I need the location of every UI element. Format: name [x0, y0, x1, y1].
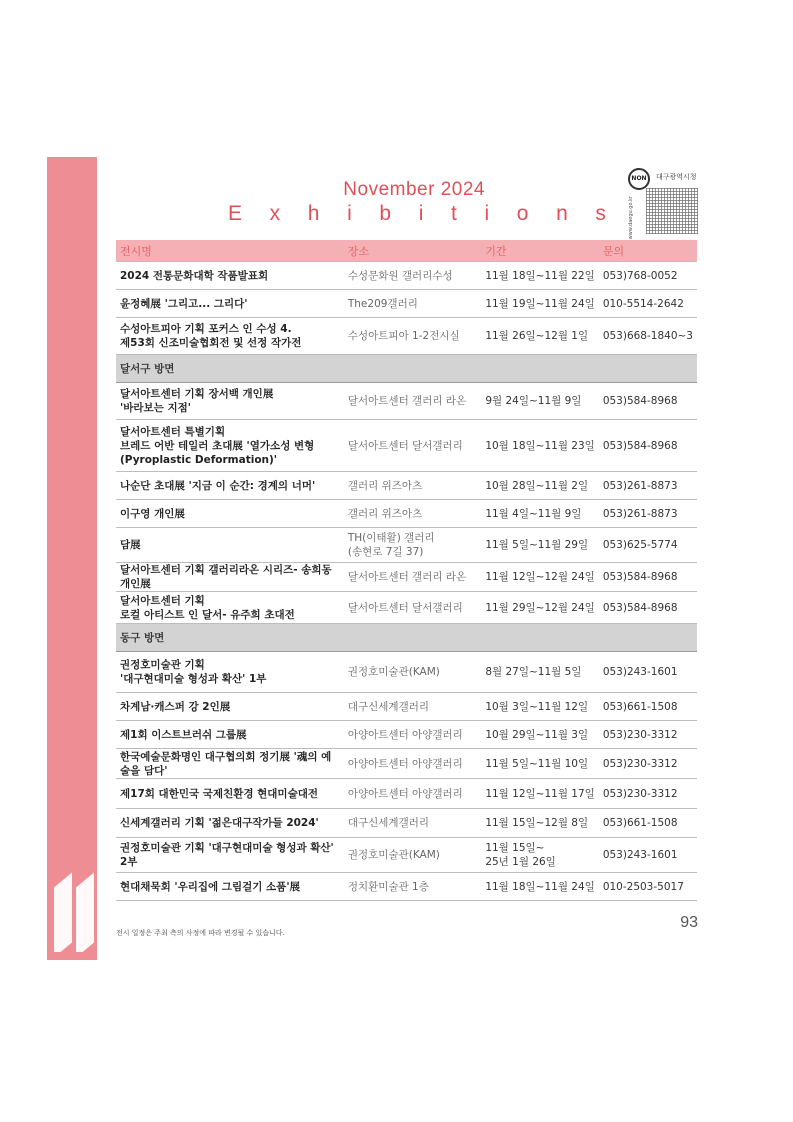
exhibition-contact[interactable]: 053)230-3312 — [599, 779, 697, 809]
exhibition-venue — [344, 749, 481, 779]
exhibition-venue-line: 대구신세계갤러리 — [347, 817, 430, 829]
section-label: 동구 방면 — [116, 624, 697, 652]
exhibition-venue — [344, 838, 481, 873]
exhibition-contact[interactable]: 053)625-5774 — [599, 528, 697, 563]
exhibition-name-line: 제53회 신조미술협회전 및 선정 작가전 — [120, 337, 302, 349]
exhibition-contact[interactable]: 010-2503-5017 — [599, 873, 697, 901]
exhibition-venue — [344, 779, 481, 809]
exhibition-venue — [344, 721, 481, 749]
exhibition-venue-line: 아양아트센터 아양갤러리 — [347, 787, 463, 800]
exhibition-venue-line: 달서아트센터 달서갤러리 — [347, 439, 463, 452]
title-letter: n — [556, 202, 568, 225]
exhibition-contact[interactable]: 053)584-8968 — [599, 563, 697, 592]
exhibition-period-line: 10월 28일~11월 2일 — [485, 479, 589, 492]
exhibition-name-line: 차계남·캐스퍼 강 2인展 — [120, 700, 231, 713]
exhibition-venue — [344, 693, 481, 721]
exhibition-period — [481, 838, 599, 873]
exhibition-period-line: 11월 29일~12월 24일 — [485, 601, 595, 614]
exhibition-name — [116, 873, 344, 901]
header-venue: 장소 — [344, 240, 481, 262]
exhibition-name — [116, 838, 344, 873]
exhibition-venue-line: (송현로 7길 37) — [347, 546, 424, 558]
exhibition-venue-line: 정치환미술관 1층 — [347, 880, 429, 893]
exhibition-period-line: 11월 26일~12월 1일 — [485, 330, 589, 342]
table-row — [116, 838, 697, 873]
exhibition-venue — [344, 652, 481, 693]
table-row — [116, 652, 697, 693]
exhibition-name — [116, 809, 344, 838]
table-row — [116, 809, 697, 838]
exhibition-name-line: 권정호미술관 기획 '대구현대미술 형성과 확산' 2부 — [120, 842, 334, 868]
exhibition-venue-line: 갤러리 위즈아츠 — [347, 479, 423, 492]
exhibition-period-line: 10월 29일~11월 3일 — [485, 728, 589, 741]
table-row — [116, 290, 697, 318]
table-row — [116, 721, 697, 749]
exhibition-period-line: 11월 4일~11월 9일 — [485, 507, 582, 520]
exhibition-name-line: 한국예술문화명인 대구협의회 정기展 '魂의 예술을 담다' — [120, 750, 332, 777]
exhibition-period — [481, 500, 599, 528]
exhibition-name — [116, 721, 344, 749]
exhibition-contact[interactable]: 053)243-1601 — [599, 838, 697, 873]
exhibition-period-line: 8월 27일~11월 5일 — [485, 666, 582, 678]
exhibition-period-line: 11월 5일~11월 10일 — [485, 757, 589, 770]
exhibition-period-line: 11월 12일~12월 24일 — [485, 571, 595, 583]
section-row — [116, 355, 697, 383]
exhibition-name-line: 담展 — [120, 539, 141, 551]
title-letter: t — [450, 202, 457, 225]
table-row — [116, 693, 697, 721]
exhibition-period — [481, 873, 599, 901]
exhibition-name — [116, 420, 344, 472]
exhibition-name — [116, 383, 344, 420]
exhibition-name-line: 달서아트센터 특별기획 — [120, 425, 226, 438]
exhibition-name-line: 나순단 초대展 '지금 이 순간: 경계의 너머' — [120, 479, 316, 492]
exhibition-venue — [344, 262, 481, 290]
exhibition-period — [481, 721, 599, 749]
exhibition-venue-line: 달서아트센터 갤러리 라온 — [347, 395, 467, 407]
exhibition-period — [481, 563, 599, 592]
exhibition-period — [481, 472, 599, 500]
exhibition-venue — [344, 472, 481, 500]
exhibition-name — [116, 592, 344, 624]
table-row — [116, 383, 697, 420]
exhibition-period-line: 11월 15일~ — [485, 842, 545, 854]
table-row — [116, 749, 697, 779]
exhibition-name-line: 로컬 아티스트 인 달서- 유주희 초대전 — [120, 608, 295, 621]
exhibition-venue-line: 수성문화원 갤러리수성 — [347, 269, 453, 282]
exhibition-contact[interactable]: 053)661-1508 — [599, 809, 697, 838]
exhibition-period — [481, 693, 599, 721]
exhibition-period — [481, 383, 599, 420]
exhibition-venue-line: 수성아트피아 1-2전시실 — [347, 330, 460, 342]
qr-code-icon[interactable] — [646, 188, 698, 234]
exhibition-name-line: 신세계갤러리 기획 '젊은대구작가들 2024' — [120, 817, 319, 829]
side-color-bar — [47, 157, 97, 960]
table-row — [116, 420, 697, 472]
exhibition-contact[interactable]: 053)584-8968 — [599, 592, 697, 624]
exhibition-name-line: '대구현대미술 형성과 확산' 1부 — [120, 673, 267, 685]
exhibition-venue — [344, 809, 481, 838]
table-row — [116, 262, 697, 290]
title-letter: i — [484, 202, 490, 225]
exhibition-name — [116, 318, 344, 355]
exhibition-venue-line: 달서아트센터 갤러리 라온 — [347, 571, 467, 583]
table-header-row — [116, 240, 697, 262]
title-letter: i — [418, 202, 424, 225]
exhibition-period-line: 10월 3일~11월 12일 — [485, 700, 589, 713]
exhibition-period — [481, 420, 599, 472]
exhibition-name — [116, 779, 344, 809]
exhibition-venue — [344, 563, 481, 592]
exhibition-period — [481, 262, 599, 290]
exhibition-contact[interactable]: 053)230-3312 — [599, 749, 697, 779]
header-period: 기간 — [481, 240, 599, 262]
title-letter: b — [379, 202, 392, 225]
exhibition-name-line: 제17회 대한민국 국제친환경 현대미술대전 — [120, 787, 319, 800]
exhibition-name — [116, 563, 344, 592]
exhibition-name — [116, 749, 344, 779]
exhibition-period — [481, 592, 599, 624]
exhibition-venue-line: 권정호미술관(KAM) — [347, 849, 440, 861]
table-row — [116, 873, 697, 901]
exhibition-name-line: 수성아트피아 기획 포커스 인 수성 4. — [120, 323, 292, 335]
exhibition-venue-line: 달서아트센터 달서갤러리 — [347, 601, 463, 614]
qr-code-block — [628, 168, 698, 240]
exhibition-venue-line: 대구신세계갤러리 — [347, 700, 430, 713]
exhibition-venue-line: 갤러리 위즈아츠 — [347, 507, 423, 520]
exhibition-period — [481, 290, 599, 318]
table-row — [116, 500, 697, 528]
exhibition-period — [481, 779, 599, 809]
qr-url: www.daegu.go.kr — [628, 196, 634, 240]
section-label: 달서구 방면 — [116, 355, 697, 383]
exhibition-venue — [344, 318, 481, 355]
exhibition-venue — [344, 592, 481, 624]
table-row — [116, 318, 697, 355]
exhibition-name — [116, 693, 344, 721]
exhibition-venue-line: 아양아트센터 아양갤러리 — [347, 757, 463, 770]
table-row — [116, 779, 697, 809]
exhibition-period-line: 9월 24일~11월 9일 — [485, 395, 582, 407]
seal-label: 대구광역시청 — [656, 173, 697, 181]
exhibition-name-line: '바라보는 지점' — [120, 402, 191, 414]
exhibition-period-line: 10월 18일~11월 23일 — [485, 439, 595, 452]
side-issue-number-graphic — [47, 872, 97, 952]
exhibition-period-line: 11월 5일~11월 29일 — [485, 539, 589, 551]
section-row — [116, 624, 697, 652]
exhibition-name — [116, 262, 344, 290]
exhibition-name-line: 현대채묵회 '우리집에 그림걸기 소품'展 — [120, 880, 301, 893]
table-row — [116, 528, 697, 563]
exhibition-name — [116, 652, 344, 693]
table-row — [116, 563, 697, 592]
page-number: 93 — [680, 914, 698, 931]
exhibition-venue — [344, 528, 481, 563]
title-month: November 2024 — [343, 179, 485, 200]
header-contact: 문의 — [599, 240, 697, 262]
exhibition-contact[interactable]: 053)668-1840~3 — [599, 318, 697, 355]
exhibition-period — [481, 528, 599, 563]
exhibition-period-line: 11월 18일~11월 22일 — [485, 269, 595, 282]
exhibition-contact[interactable]: 053)768-0052 — [599, 262, 697, 290]
title-letter: h — [307, 202, 320, 225]
exhibition-name-line: 권정호미술관 기획 — [120, 659, 205, 671]
exhibition-period-line: 11월 15일~12월 8일 — [485, 817, 589, 829]
title-letter: E — [228, 202, 243, 225]
exhibition-contact[interactable]: 010-5514-2642 — [599, 290, 697, 318]
exhibition-venue — [344, 500, 481, 528]
exhibition-name — [116, 472, 344, 500]
exhibition-name-line: 2024 전통문화대학 작품발표회 — [120, 269, 269, 282]
exhibition-name-line: 이구영 개인展 — [120, 507, 185, 520]
title-letter: x — [269, 202, 281, 225]
exhibition-contact[interactable]: 053)261-8873 — [599, 500, 697, 528]
exhibition-name — [116, 500, 344, 528]
exhibition-period — [481, 318, 599, 355]
exhibition-name-line: 달서아트센터 기획 장서백 개인展 — [120, 388, 274, 400]
exhibition-name-line: 윤정혜展 '그리고... 그리다' — [120, 297, 248, 310]
exhibition-contact[interactable]: 053)584-8968 — [599, 383, 697, 420]
exhibition-venue-line: The209갤러리 — [347, 297, 418, 310]
exhibition-period — [481, 809, 599, 838]
exhibition-contact[interactable]: 053)584-8968 — [599, 420, 697, 472]
exhibition-venue-line: TH(이태활) 갤러리 — [347, 532, 435, 544]
exhibition-name — [116, 290, 344, 318]
exhibition-period-line: 25년 1월 26일 — [485, 856, 556, 868]
exhibition-venue-line: 아양아트센터 아양갤러리 — [347, 728, 463, 741]
exhibition-venue — [344, 873, 481, 901]
exhibition-name-line: (Pyroplastic Deformation)' — [120, 453, 278, 466]
exhibition-contact[interactable]: 053)243-1601 — [599, 652, 697, 693]
exhibition-venue — [344, 290, 481, 318]
title-exhibitions — [228, 202, 606, 226]
exhibition-period-line: 11월 19일~11월 24일 — [485, 297, 595, 310]
certification-seal-icon: NON — [628, 168, 650, 190]
exhibition-table — [116, 240, 697, 901]
title-letter: s — [595, 202, 606, 225]
exhibition-name-line: 달서아트센터 기획 갤러리라온 시리즈- 송희동 개인展 — [120, 564, 332, 590]
exhibition-period-line: 11월 18일~11월 24일 — [485, 880, 595, 893]
exhibition-venue — [344, 420, 481, 472]
title-letter: o — [516, 202, 529, 225]
table-row — [116, 472, 697, 500]
exhibition-contact[interactable]: 053)261-8873 — [599, 472, 697, 500]
exhibition-period — [481, 749, 599, 779]
exhibition-contact[interactable]: 053)661-1508 — [599, 693, 697, 721]
title-letter: i — [347, 202, 352, 225]
exhibition-venue — [344, 383, 481, 420]
exhibition-name-line: 브레드 어반 테일러 초대展 '열가소성 변형 — [120, 439, 315, 452]
exhibition-period-line: 11월 12일~11월 17일 — [485, 787, 595, 800]
exhibition-name-line: 달서아트센터 기획 — [120, 594, 205, 607]
exhibition-name — [116, 528, 344, 563]
exhibition-name-line: 제1회 이스트브러쉬 그룹展 — [120, 728, 247, 741]
table-row — [116, 592, 697, 624]
footnote: 전시 일정은 주최 측의 사정에 따라 변경될 수 있습니다. — [116, 929, 285, 937]
header-name: 전시명 — [116, 240, 344, 262]
exhibition-venue-line: 권정호미술관(KAM) — [347, 666, 440, 678]
exhibition-contact[interactable]: 053)230-3312 — [599, 721, 697, 749]
exhibition-period — [481, 652, 599, 693]
